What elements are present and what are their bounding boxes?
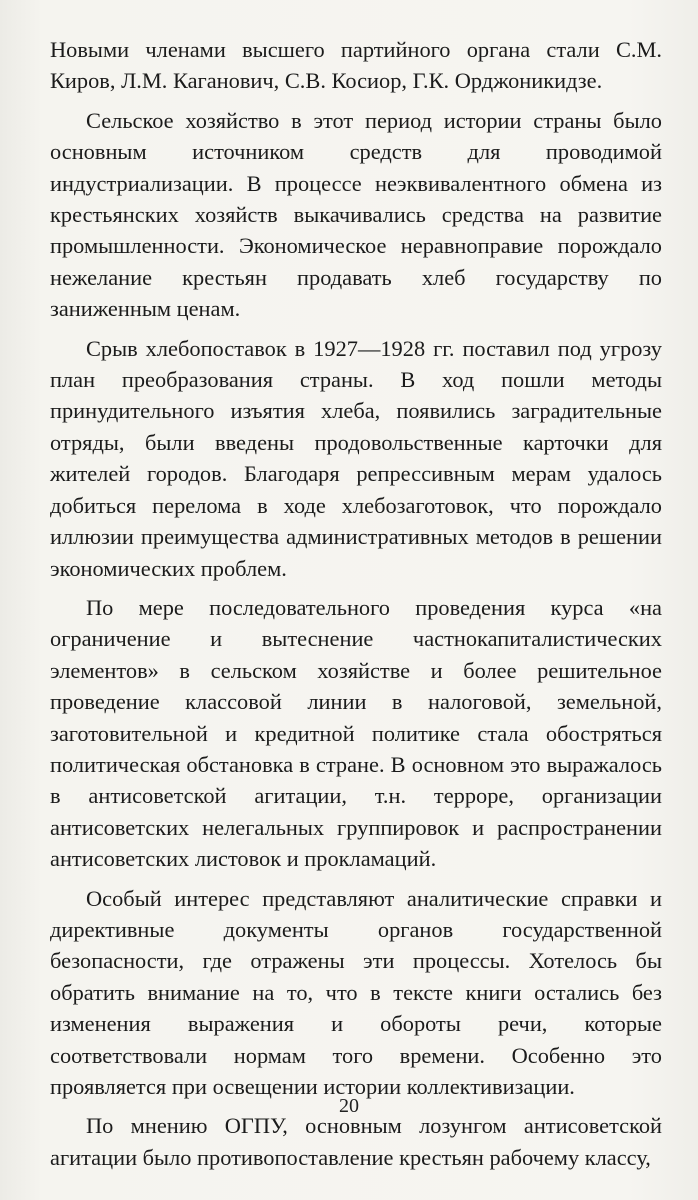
paragraph-3: Срыв хлебопоставок в 1927—1928 гг. поставил под угрозу план преобразования страны. В ход пошли методы принудительного изъятия хлеба, появились заградительные отряды, были введены продовольственные карточки для жителей городов. Благодаря репрессивным мерам удалось добиться перелома в ходе хлебозаготовок, что порождало иллюзии преимущества административных методов в решении экономических проблем. bbox=[50, 335, 662, 581]
paragraph-1: Новыми членами высшего партийного органа стали С.М. Киров, Л.М. Каганович, С.В. Косиор, Г.К. Орджоникидзе. bbox=[50, 37, 662, 94]
body-text bbox=[50, 34, 662, 1173]
paragraph-2: Сельское хозяйство в этот период истории страны было основным источником средств для проводимой индустриализации. В процессе неэквивалентного обмена из крестьянских хозяйств выкачивались средства на развитие промышленности. Экономическое неравноправие порождало нежелание крестьян продавать хлеб государству по заниженным ценам. bbox=[50, 107, 662, 322]
paragraph-4: По мере последовательного проведения курса «на ограничение и вытеснение частнокапиталистических элементов» в сельском хозяйстве и более решительное проведение классовой линии в налоговой, земельной, заготовительной и кредитной политике стала обостряться политическая обстановка в стране. В основном это выражалось в антисоветской агитации, т.н. терроре, организации антисоветских нелегальных группировок и распространении антисоветских листовок и прокламаций. bbox=[50, 594, 662, 872]
paragraph-5: Особый интерес представляют аналитические справки и директивные документы органов государственной безопасности, где отражены эти процессы. Хотелось бы обратить внимание на то, что в тексте книги остались без изменения выражения и обороты речи, которые соответствовали нормам того времени. Особенно это проявляется при освещении истории коллективизации. bbox=[50, 885, 662, 1099]
page-number: 20 bbox=[339, 1095, 359, 1117]
paragraph-6: По мнению ОГПУ, основным лозунгом антисоветской агитации было противопоставление крестьян рабочему классу, bbox=[50, 1113, 662, 1170]
